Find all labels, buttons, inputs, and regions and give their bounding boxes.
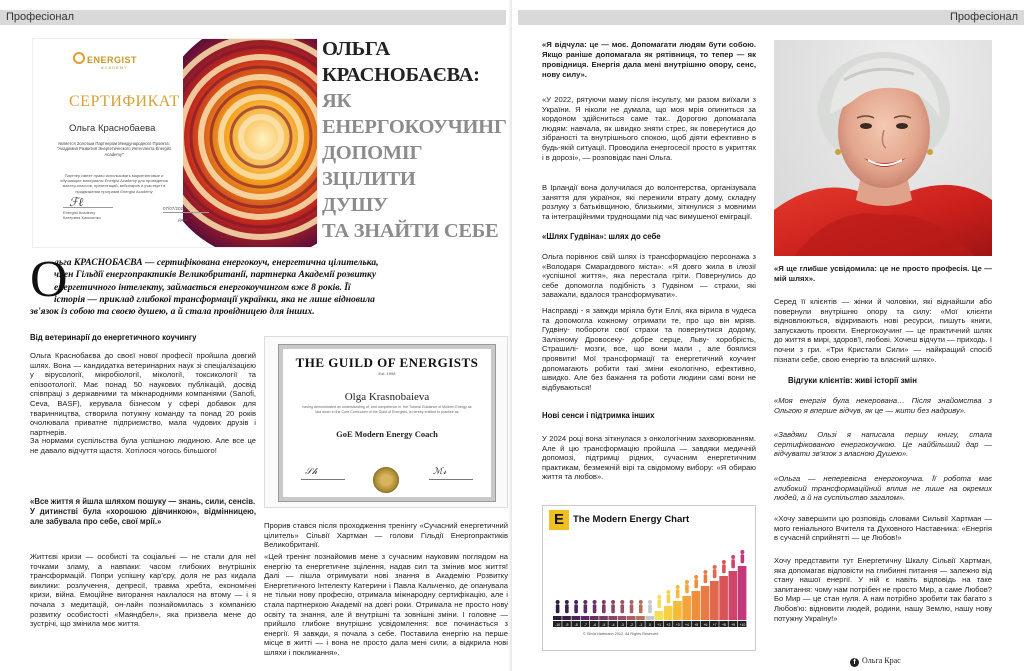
title-line: ТА ЗНАЙТИ СЕБЕ <box>322 220 499 242</box>
chart-step <box>673 601 682 620</box>
chart-figure-body <box>657 599 661 608</box>
chart-figure-head <box>666 590 670 594</box>
chart-figure-body <box>704 574 708 583</box>
chart-step <box>599 616 608 620</box>
chart-scale-label: +4 <box>685 622 689 627</box>
chart-scale-label: +7 <box>712 622 717 627</box>
chart-scale-label: -7 <box>583 622 587 627</box>
cert-holder-name: Ольга Краснобаева <box>69 123 156 134</box>
chart-step <box>645 616 654 620</box>
chart-step <box>636 616 645 620</box>
chart-figure-head <box>740 550 744 554</box>
cert-title: СЕРТИФИКАТ <box>69 93 180 110</box>
body-paragraph: За нормами суспільства була успішною людиною. Але все це не давало відчуття щастя. Хотілося чогось більшого! <box>30 436 256 455</box>
pull-quote-line: «Все життя я йшла шляхом пошуку — знань, сили, сенсів. <box>30 497 256 506</box>
lead-line: історія — приклад глибокої трансформації українки, яка не лише відновила <box>54 294 375 305</box>
author-signature <box>850 656 901 667</box>
client-review: «Завдяки Ользі я написала першу книгу, стала сертифікованою енергокоучкою. Це найбільший дар — відчувати зв'язок з власною Душею». <box>774 430 992 459</box>
chart-figure-head <box>602 600 606 604</box>
certificate-image-guild <box>264 336 508 508</box>
signature-mark: 𝒮𝒽 <box>305 467 318 477</box>
chart-figure-head <box>648 600 652 604</box>
cert-brand: ENERGIST <box>87 55 138 65</box>
chart-figure-head <box>657 595 661 599</box>
chart-scale-label: +8 <box>721 622 726 627</box>
chart-figure-body <box>741 554 745 563</box>
lead-line: зв'язок із собою та своєю душею, а й стала провідницею для інших. <box>30 307 315 318</box>
energy-chart-graphic <box>543 532 756 632</box>
chart-figure-head <box>694 575 698 579</box>
chart-figure-head <box>565 600 569 604</box>
guild-role: GoE Modern Energy Coach <box>336 429 438 439</box>
chart-scale-label: -6 <box>593 622 597 627</box>
gold-seal-icon <box>373 467 399 493</box>
header-section-label: Професіонал <box>944 10 1024 25</box>
chart-step <box>590 616 599 620</box>
chart-scale-label: -8 <box>574 622 578 627</box>
chart-figure-body <box>685 584 689 593</box>
chart-footer: © Silvia Hartmann 2012. All Rights Reserved <box>583 632 659 636</box>
chart-step <box>682 596 691 620</box>
signature-line <box>301 479 345 480</box>
author-name: Ольга Крас <box>862 656 901 665</box>
chart-scale-label: +9 <box>731 622 736 627</box>
chart-figure-head <box>611 600 615 604</box>
body-paragraph: Серед її клієнтів — жінки й чоловіки, які віднайшли або повернули внутрішню опору та силу: «Мої клієнти відновлюються, відкривають нові ресурси, пишуть книги, запускають проєкти. Енергокоучинг — це практичний шлях до життя в мирі, здоров'ї, любові. Хочеш відчути — приходь. І почни з гри. «Три Кристали Сили» — найкращий спосіб пізнати себе, свою енергію та власний шлях». <box>774 297 992 364</box>
cert-signature-label: Energist Academy Катерина Кальченко <box>63 207 113 220</box>
drop-cap: О <box>30 251 68 308</box>
chart-scale-label: +10 <box>739 622 746 627</box>
article-title <box>322 36 510 244</box>
chart-scale-label: -4 <box>611 622 615 627</box>
chart-scale-label: -5 <box>602 622 606 627</box>
chart-figure-head <box>630 600 634 604</box>
header-bar-right <box>518 10 1024 25</box>
signature-line <box>429 479 473 480</box>
chart-step <box>571 616 580 620</box>
guild-body-text: having demonstrated an understanding of, and competence in, the Tutorial Guidance of Modern Energy as laid down in the Core Curriculum of the Guild of Energists, is hereby entitled to practise as <box>302 405 472 414</box>
client-review: «Ольга — неперевісна енергокоучка. Її робота має глибокий трансформаційний вплив не лише на окремих людей, а й на суспільство загалом». <box>774 474 992 503</box>
header-bar-left <box>0 10 506 25</box>
chart-step <box>719 576 728 620</box>
chart-figure-body <box>639 604 643 613</box>
section-heading: Відгуки клієнтів: живі історії змін <box>788 376 917 385</box>
chart-figure-head <box>574 600 578 604</box>
pull-quote <box>30 497 256 527</box>
client-review: «Моя енергія була некерована… Після знайомства з Ольгою я вперше відчув, як це — жити без надриву». <box>774 396 992 415</box>
cert-description-2: Партнер имеет право использовать маркетинговые и обучающие материалы Energist Academy для проведения мастер-классов, презентаций, вебинаров и участвует в продвижении программ Energist Academy <box>60 173 168 194</box>
guild-est: Est. 1998 <box>378 371 396 376</box>
chart-figure-body <box>648 604 652 613</box>
chart-scale-label: +3 <box>675 622 680 627</box>
chart-figure-body <box>602 604 606 613</box>
modern-energy-chart-image <box>542 505 756 651</box>
energy-chart-logo-icon: E <box>549 510 569 530</box>
chart-step <box>627 616 636 620</box>
chart-figure-body <box>676 589 680 598</box>
section-heading: Нові сенси і підтримка інших <box>542 411 655 420</box>
chart-scale-label: +6 <box>703 622 708 627</box>
signature-mark: ℳ𝓇 <box>433 467 447 477</box>
facebook-icon: f <box>850 658 859 667</box>
chart-figure-body <box>667 594 671 603</box>
body-paragraph: «У 2022, рятуючи маму після інсульту, ми разом виїхали з України. Я ніколи не думала, що моя мрія опиниться за кордоном здійсниться саме так.. Дорогою допомагала людям: навчала, як швидко зняти стрес, як повернутися до зібраності та внутрішнього спокою, щоб діяти ефективно в будь-якій ситуації. Проводила енергосесії просто в укриттях і в дорозі», — розповідає пані Ольга. <box>542 95 756 162</box>
chart-scale-label: +5 <box>694 622 699 627</box>
pull-quote-line: У дитинстві була «хорошою дівчинкою», відмінницею, але забувала про себе, свої мрії.» <box>30 507 256 526</box>
cert-frame <box>279 345 495 501</box>
cert-date-label: Дата <box>178 217 187 222</box>
chart-figure-head <box>593 600 597 604</box>
body-paragraph: Хочу представити тут Енергетичну Шкалу Сільвії Хартман, яка допомагає відповісти на глибинні питання — залежно від стану нашої енергії. У ній є навіть відповідь на таке запитання: чому нам потрібен не просто Мир, а саме Любов? Бо Мир — це стан нуля. А нам потрібно зробити так багато з Любов'ю: відновити людей, родини, нашу Землю, нашу нову потужну Україну!» <box>774 556 992 623</box>
chart-figure-head <box>639 600 643 604</box>
chart-figure-body <box>694 579 698 588</box>
title-line: КРАСНОБАЄВА: <box>322 64 480 86</box>
chart-figure-body <box>630 604 634 613</box>
chart-figure-head <box>583 600 587 604</box>
chart-figure-body <box>574 604 578 613</box>
header-section-label: Професіонал <box>0 10 80 25</box>
chart-scale-label: -10 <box>555 622 561 627</box>
guild-holder-name: Olga Krasnobaieva <box>344 391 430 403</box>
cert-description: является Золотым Партнером Международного Проекта: "Академия Развития Энергетического Интеллекта Energist Academy" <box>57 141 171 157</box>
chart-step <box>562 616 571 620</box>
body-paragraph: Насправді - я завжди мріяла бути Еллі, яка вірила в чудеса та допомогла кожному отримати те, про що він мріяв. Гудвіну- побороти свої страхи та повернутися додому, Залізному Дровосеку- добре серце, Льву- хоробрість, Страшилі- мозги, все, що вони мали , але боялися проявити! Мої трансформації та енергетичний коучинг допомагають робити такі зміни екологічно, ефективно, швидко. Але без бажання та роботи людини самі вони не відбуваються! <box>542 306 756 392</box>
body-paragraph: В Ірландії вона долучилася до волонтерства, організувала заняття для українок, які пережили втрату дому, складну розлуку з батьківщиною, близькими, зіткнулися з мовними та інтеграційними труднощами під час вимушеної еміграції. <box>542 183 756 221</box>
chart-figure-body <box>731 559 735 568</box>
chart-step <box>608 616 617 620</box>
chart-figure-body <box>722 564 726 573</box>
guild-title: THE GUILD OF ENERGISTS <box>295 355 479 370</box>
chart-figure-head <box>685 580 689 584</box>
chart-step <box>692 591 701 620</box>
section-heading: «Шлях Гудвіна»: шлях до себе <box>542 232 661 241</box>
body-paragraph: Життєві кризи — особисті та соціальні — не стали для неї точками зламу, а навпаки: часом глибоких внутрішніх трансформацій. Попри успішну кар'єру, доля не раз кидала виклики: розлучення, депресії, травма хребта, економічні кризи, війна. Емоційне вигорання наклалося на втому — і я почала з медитацій, он-лайн познайомилась з компанією розвитку особистості «Маяндбел», яка призвела мене до зустрічі, що змінила моє життя. <box>30 552 256 629</box>
chart-scale-label: -3 <box>620 622 624 627</box>
chart-figure-head <box>713 565 717 569</box>
chart-step <box>618 616 627 620</box>
chart-figure-head <box>556 600 560 604</box>
portrait-illustration <box>774 40 992 256</box>
lead-line: член Гільдії енергопрактиків Великобританії, партнерка Академії розвитку <box>54 270 377 281</box>
chart-figure-head <box>722 560 726 564</box>
signature-mark: ℱℓ <box>69 195 84 209</box>
body-paragraph: Ольга порівнює свій шлях із трансформацією персонажа з «Володаря Смарагдового міста»: «Я довго жила в ілюзії «успішної життя», яка перестала гріти. Повернулись до себе допомогла подібність з Гудвіном — страхи, які заважали, вдалося трансформувати». <box>542 252 756 300</box>
lead-paragraph <box>30 257 506 318</box>
chart-figure-body <box>584 604 588 613</box>
pull-quote: «Я ще глибше усвідомила: це не просто професія. Це — мій шлях». <box>774 264 992 283</box>
chart-scale-label: +2 <box>666 622 671 627</box>
chart-step <box>710 581 719 620</box>
lead-line: льга КРАСНОБАЄВА — сертифікована енергокоуч, енергетична цілителька, <box>54 258 379 268</box>
title-line: ЯК <box>322 90 352 112</box>
body-paragraph: «Цей тренінг познайомив мене з сучасним науковим поглядом на енергію та енергетичне зцілення, надав сил та змінив моє життя! Далі — пішла отримувати нові знання в Академію Розвитку Енергетичного Інтелекту Катерини і Павла Кальченко, де опанувала не тільки нову професію, отримала міжнародну сертифікацію, але і стала партнеркою Академії на довгі роки. Отримала не просто нову освіту та знання, але й внутрішні та зовнішні зміни. І головне — прийшло глибоке внутрішнє усвідомлення: все починається з енергії. Я завжди, я почала з себе. Поставила енергію на перше місце в житті — і вона не просто дала мені сили, а відкрила нові шляхи і покликання». <box>264 552 508 657</box>
cert-brand-sub: ACADEMY <box>101 65 128 70</box>
chart-figure-head <box>620 600 624 604</box>
energist-logo-icon <box>73 52 85 64</box>
body-paragraph: Прорив стався після проходження тренінгу «Сучасний енергетичний цілитель» Сільвії Хартман — голови Гільдії Енергопрактиків Великобританії. <box>264 521 508 550</box>
pull-quote: «Я відчула: це — моє. Допомагати людям бути собою. Якщо раніше допомагала як рятівниця, то тепер — як провідниця. Енергія дала мені внутрішню опору, сенс, нову силу». <box>542 40 756 79</box>
title-line: ОЛЬГА <box>322 38 390 60</box>
chart-step <box>581 616 590 620</box>
section-heading: Від ветеринарії до енергетичного коучингу <box>30 333 197 342</box>
chart-figure-body <box>620 604 624 613</box>
chart-scale-label: -2 <box>630 622 634 627</box>
chart-title: The Modern Energy Chart <box>573 514 690 525</box>
chart-scale-label: +1 <box>657 622 662 627</box>
chart-figure-head <box>731 555 735 559</box>
title-line: ДОПОМІГ ЗЦІЛИТИ <box>322 142 423 190</box>
chart-step <box>729 571 738 620</box>
chart-step <box>664 606 673 620</box>
chart-figure-head <box>703 570 707 574</box>
chart-figure-head <box>676 585 680 589</box>
chart-step <box>738 566 747 620</box>
chart-scale-label: -1 <box>639 622 643 627</box>
body-paragraph: У 2024 році вона зіткнулася з онкологічним захворюванням. Але й цю трансформацію пройшла — завдяки медичній допомозі, підтримці рідних, сучасним енергетичним практикам, безмежній вірі та свідомому вибору: «Я обираю життя та любов». <box>542 434 756 482</box>
chart-figure-body <box>611 604 615 613</box>
certificate-image-energist <box>32 38 318 248</box>
cert-date: 07/07/2020 <box>163 206 209 213</box>
chart-figure-body <box>713 569 717 578</box>
chart-step <box>655 611 664 620</box>
lead-line: енергетичного інтелекту, займається енергокоучингом вже 8 років. Її <box>54 282 351 293</box>
title-line: ЕНЕРГОКОУЧИНГ <box>322 116 507 138</box>
chart-figure-body <box>565 604 569 613</box>
chart-step <box>701 586 710 620</box>
body-paragraph: Ольга Краснобаєва до своєї нової професії пройшла довгий шлях. Вона — кандидатка ветеринарних наук зі спеціалізацією у вірусології, мікробіології, мікології, токсикології та епізоотології. Має понад 50 наукових публікацій, досвід співпраці з державними та міжнародними компаніями (Sanofi, Ceva, BASF), керувала бізнесом у сфері добавок для тваринництва, створила потужну команду та понад 20 років очолювала приватне підприємство, мала чудових друзів і партнерів. <box>30 351 256 437</box>
body-paragraph: «Хочу завершити цю розповідь словами Сильвії Хартман — мого геніального Вчителя та Духовного Наставника: «Енергія в сучасній сприйнятті — це Любов!» <box>774 514 992 543</box>
chart-figure-body <box>556 604 560 613</box>
chart-figure-body <box>593 604 597 613</box>
title-line: ДУШУ <box>322 194 388 216</box>
portrait-photo <box>774 40 992 256</box>
chart-step <box>553 616 562 620</box>
chart-scale-label: -9 <box>565 622 569 627</box>
chart-scale-label: 0 <box>649 622 651 627</box>
